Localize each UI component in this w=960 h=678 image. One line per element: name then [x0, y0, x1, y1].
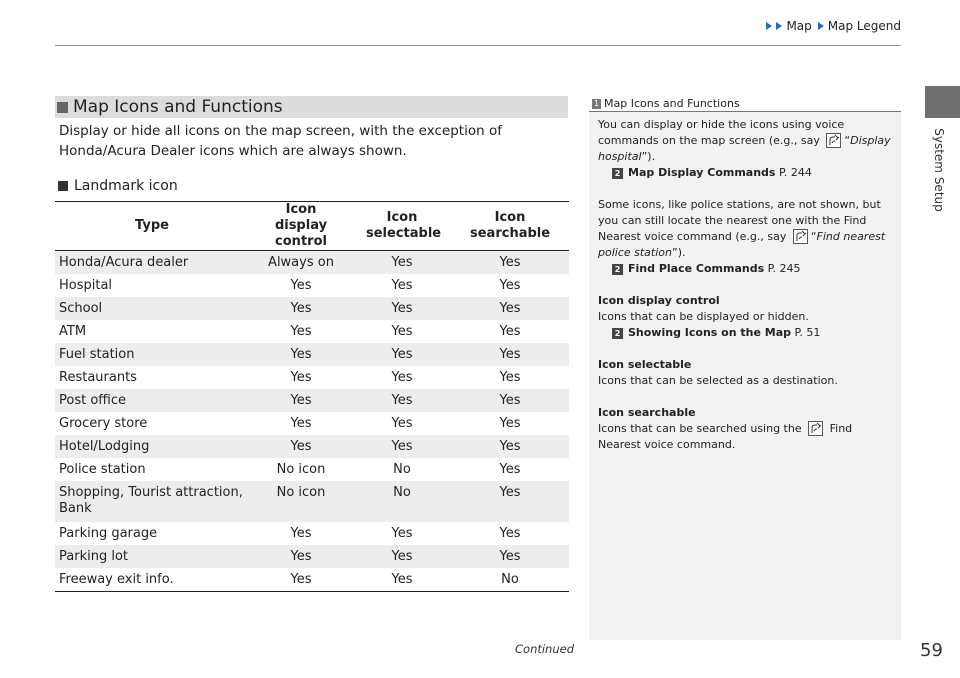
square-bullet-icon [57, 102, 68, 113]
table-cell: Parking garage [59, 526, 158, 541]
table-cell: Yes [290, 526, 312, 541]
table-cell: Hospital [59, 278, 113, 293]
table-cell: Yes [353, 389, 451, 412]
table-cell: Yes [451, 343, 569, 366]
section-title: Map Icons and Functions [73, 97, 283, 117]
table-cell: No [451, 568, 569, 592]
table-row [55, 389, 569, 412]
table-cell: Yes [499, 278, 521, 293]
breadcrumb-item-map[interactable]: Map [786, 19, 812, 33]
table-cell: Yes [451, 297, 569, 320]
table-cell: Yes [249, 545, 353, 568]
page-number: 59 [920, 640, 943, 661]
breadcrumb-arrow-icon [766, 22, 772, 30]
breadcrumb-arrow-icon [818, 22, 824, 30]
table-cell: Yes [353, 568, 451, 592]
table-cell: Yes [451, 435, 569, 458]
table-cell: Yes [499, 370, 521, 385]
sidebar-title: Map Icons and Functions [604, 97, 740, 110]
table-cell: ATM [59, 324, 87, 339]
table-cell: Yes [499, 526, 521, 541]
continued-label: Continued [515, 642, 575, 656]
table-cell: Yes [353, 435, 451, 458]
column-header-selectable: Icon selectable [353, 202, 451, 251]
table-cell: Yes [353, 343, 451, 366]
table-cell: Yes [249, 435, 353, 458]
cross-reference-icon: 2 [612, 264, 623, 275]
table-cell: Honda/Acura dealer [55, 251, 249, 275]
table-cell: Yes [353, 297, 451, 320]
table-row [55, 568, 569, 592]
table-cell: Yes [290, 324, 312, 339]
table-cell: Restaurants [59, 370, 137, 385]
note-paragraph: Icons that can be searched using the Find Nearest voice command. [598, 422, 853, 451]
table-cell: Freeway exit info. [55, 568, 249, 592]
table-cell: Yes [391, 324, 413, 339]
talk-button-icon [808, 421, 823, 436]
table-cell: Yes [451, 389, 569, 412]
table-cell: No [393, 462, 411, 477]
intro-paragraph: Display or hide all icons on the map screen, with the exception of Honda/Acura Dealer icons which are always shown. [59, 123, 502, 159]
sidebar-header [589, 96, 901, 112]
table-cell: School [55, 297, 249, 320]
table-cell: Yes [249, 297, 353, 320]
breadcrumb-item-map-legend[interactable]: Map Legend [827, 19, 901, 33]
table-row [55, 297, 569, 320]
table-cell: Yes [249, 389, 353, 412]
note-heading: Icon display control [598, 294, 720, 307]
table-cell: Yes [499, 324, 521, 339]
table-row [55, 481, 569, 522]
table-cell: Grocery store [59, 416, 148, 431]
table-row [55, 458, 569, 481]
subsection-heading [58, 178, 178, 194]
table-row [55, 545, 569, 568]
table-cell: No icon [249, 481, 353, 522]
note-number-icon: 1 [593, 98, 600, 108]
table-cell: Yes [391, 370, 413, 385]
subsection-title: Landmark icon [74, 178, 178, 194]
square-bullet-icon [58, 181, 68, 191]
table-row [55, 320, 569, 343]
table-row [55, 435, 569, 458]
table-cell: Parking lot [55, 545, 249, 568]
table-cell: Police station [59, 462, 146, 477]
table-cell: Yes [353, 545, 451, 568]
talk-button-icon [793, 229, 808, 244]
table-cell: Shopping, Tourist attraction, Bank [55, 481, 249, 522]
table-cell: Post office [55, 389, 249, 412]
column-header-type: Type [55, 202, 249, 251]
talk-button-icon [826, 133, 841, 148]
table-cell: Yes [451, 251, 569, 275]
table-cell: Yes [290, 416, 312, 431]
cross-reference[interactable]: 2 Showing Icons on the Map P. 51 [598, 325, 896, 341]
table-row [55, 343, 569, 366]
cross-reference[interactable]: 2 Find Place Commands P. 245 [598, 261, 896, 277]
section-header [55, 96, 568, 118]
table-row [55, 412, 569, 435]
chapter-label: System Setup [932, 128, 946, 212]
header-rule [55, 45, 901, 46]
breadcrumb [766, 19, 901, 33]
note-paragraph: Some icons, like police stations, are not shown, but you can still locate the nearest one with the Find Nearest voice command (e.g., say “Find nearest police station”). [598, 198, 886, 259]
table-cell: Yes [391, 526, 413, 541]
table-cell: Fuel station [55, 343, 249, 366]
table-header-row [55, 202, 569, 251]
table-cell: No icon [276, 462, 326, 477]
cross-reference[interactable]: 2 Map Display Commands P. 244 [598, 165, 896, 181]
table-cell: Yes [499, 462, 521, 477]
table-row [55, 251, 569, 275]
note-heading: Icon selectable [598, 358, 692, 371]
table-cell: Yes [391, 278, 413, 293]
cross-reference-icon: 2 [612, 328, 623, 339]
table-row [55, 366, 569, 389]
chapter-tab[interactable] [925, 86, 960, 118]
note-heading: Icon searchable [598, 406, 696, 419]
cross-reference-icon: 2 [612, 168, 623, 179]
table-cell: Yes [249, 568, 353, 592]
table-cell: Hotel/Lodging [55, 435, 249, 458]
breadcrumb-arrow-icon [776, 22, 782, 30]
table-row [55, 522, 569, 545]
table-cell: Yes [451, 481, 569, 522]
sidebar-notes [589, 96, 901, 640]
table-cell: Yes [249, 343, 353, 366]
table-row [55, 274, 569, 297]
note-paragraph: Icons that can be selected as a destination. [598, 374, 838, 387]
note-paragraph: You can display or hide the icons using voice commands on the map screen (e.g., say “Display hospital”). [598, 118, 891, 163]
table-cell: Yes [451, 545, 569, 568]
table-cell: Yes [499, 416, 521, 431]
table-cell: Yes [290, 370, 312, 385]
sidebar-body [598, 117, 896, 453]
table-cell: Yes [353, 251, 451, 275]
table-cell: Always on [249, 251, 353, 275]
table-cell: Yes [290, 278, 312, 293]
column-header-searchable: Icon searchable [451, 202, 569, 251]
landmark-icon-table [55, 201, 569, 592]
table-cell: No [353, 481, 451, 522]
note-paragraph: Icons that can be displayed or hidden. [598, 310, 809, 323]
column-header-display-control: Icon display control [249, 202, 353, 251]
table-cell: Yes [391, 416, 413, 431]
